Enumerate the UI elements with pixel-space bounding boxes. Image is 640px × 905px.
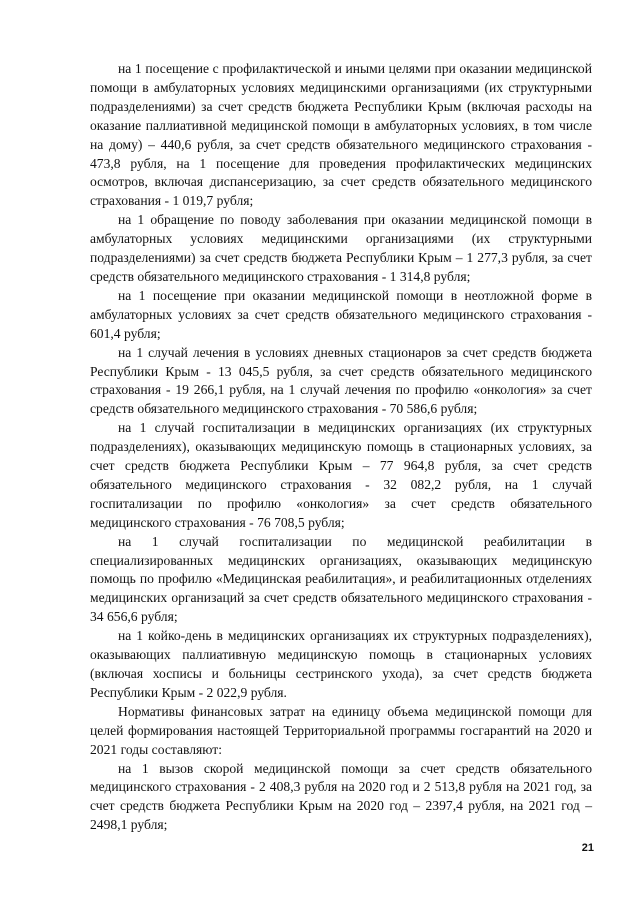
paragraph: на 1 случай госпитализации в медицинских организациях (их структурных подразделениях), оказывающих медицинскую помощь в стационарных условиях, за счет средств бюджета Республики Крым – 77 964,8 рубля, за счет средств обязательного медицинского страхования - 32 082,2 рубля, на 1 случай госпитализации по профилю «онкология» за счет средств обязательного медицинского страхования - 76 708,5 рубля; (90, 420, 592, 530)
page-number: 21 (581, 842, 594, 854)
paragraph: Нормативы финансовых затрат на единицу объема медицинской помощи для целей формирования настоящей Территориальной программы госгарантий на 2020 и 2021 годы составляют: (90, 703, 592, 757)
paragraph: на 1 посещение при оказании медицинской помощи в неотложной форме в амбулаторных условиях за счет средств обязательного медицинского страхования - 601,4 рубля; (90, 287, 592, 341)
document-body (90, 60, 592, 835)
paragraph: на 1 вызов скорой медицинской помощи за счет средств обязательного медицинского страхования - 2 408,3 рубля на 2020 год и 2 513,8 рубля на 2021 год, за счет средств бюджета Республики Крым на 2020 год – 2397,4 рубля, на 2021 год – 2498,1 рубля; (90, 760, 592, 833)
paragraph: на 1 случай лечения в условиях дневных стационаров за счет средств бюджета Республики Крым - 13 045,5 рубля, за счет средств обязательного медицинского страхования - 19 266,1 рубля, на 1 случай лечения по профилю «онкология» за счет средств обязательного медицинского страхования - 70 586,6 рубля; (90, 344, 592, 417)
paragraph: на 1 посещение с профилактической и иными целями при оказании медицинской помощи в амбулаторных условиях медицинскими организациями (их структурными подразделениями) за счет средств бюджета Республики Крым (включая расходы на оказание паллиативной медицинской помощи в амбулаторных условиях, в том числе на дому) – 440,6 рубля, за счет средств обязательного медицинского страхования - 473,8 рубля, на 1 посещение для проведения профилактических медицинских осмотров, включая диспансеризацию, за счет средств обязательного медицинского страхования - 1 019,7 рубля; (90, 61, 592, 209)
paragraph: на 1 случай госпитализации по медицинской реабилитации в специализированных медицинских организациях, оказывающих медицинскую помощь по профилю «Медицинская реабилитация», и реабилитационных отделениях медицинских организаций за счет средств обязательного медицинского страхования - 34 656,6 рубля; (90, 533, 592, 625)
paragraph: на 1 обращение по поводу заболевания при оказании медицинской помощи в амбулаторных условиях медицинскими организациями (их структурными подразделениями) за счет средств бюджета Республики Крым – 1 277,3 рубля, за счет средств обязательного медицинского страхования - 1 314,8 рубля; (90, 212, 592, 284)
paragraph: на 1 койко-день в медицинских организациях их структурных подразделениях), оказывающих паллиативную медицинскую помощь в стационарных условиях (включая хосписы и больницы сестринского ухода), за счет средств бюджета Республики Крым - 2 022,9 рубля. (90, 628, 592, 700)
